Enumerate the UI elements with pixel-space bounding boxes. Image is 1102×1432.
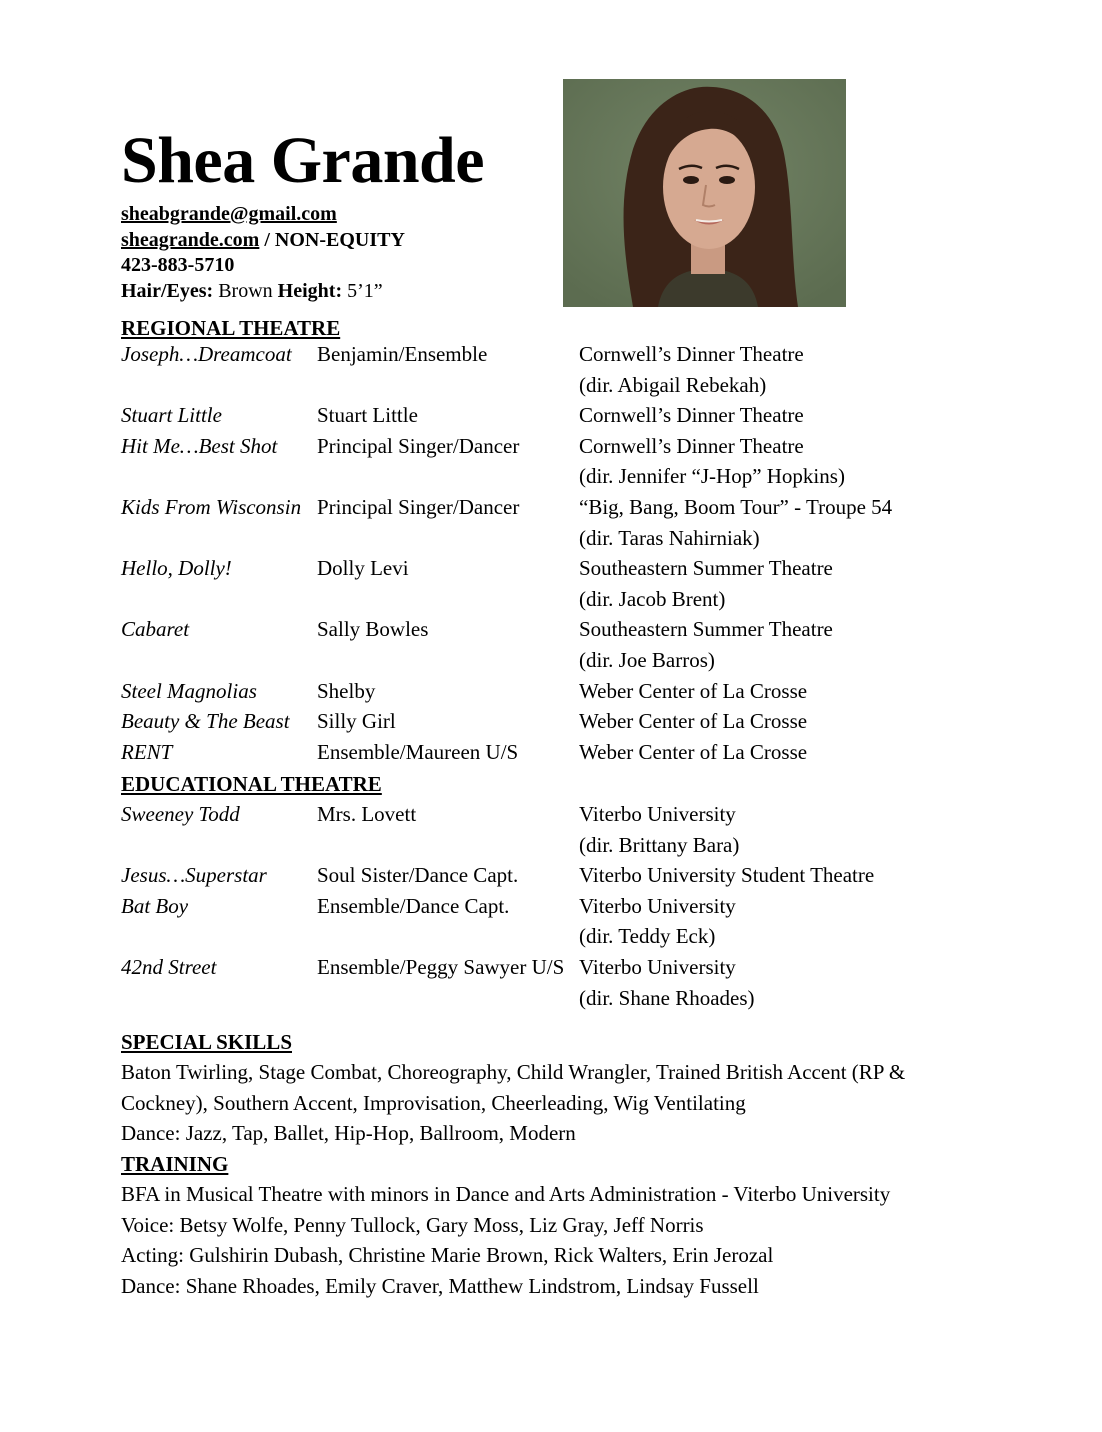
venue-cell bbox=[579, 860, 874, 891]
role-name: Principal Singer/Dancer bbox=[317, 433, 520, 458]
skills-line: Baton Twirling, Stage Combat, Choreography, Child Wrangler, Trained British Accent (RP & Cockney), Southern Accent, Improvisation, Cheerleading, Wig Ventilating bbox=[121, 1060, 906, 1115]
role-name: Mrs. Lovett bbox=[317, 802, 417, 826]
show-title: Bat Boy bbox=[121, 893, 189, 918]
venue-name: Weber Center of La Crosse bbox=[579, 709, 808, 734]
role-name: Ensemble/Dance Capt. bbox=[317, 893, 510, 918]
venue-name: Viterbo University bbox=[579, 802, 736, 826]
director-name: (dir. Jennifer “J-Hop” Hopkins) bbox=[579, 464, 845, 489]
show-title: Steel Magnolias bbox=[121, 678, 257, 703]
venue-name: Southeastern Summer Theatre bbox=[579, 617, 833, 642]
role-name: Ensemble/Maureen U/S bbox=[317, 739, 519, 764]
show-title: 42nd Street bbox=[121, 954, 217, 979]
show-title: Jesus…Superstar bbox=[121, 863, 267, 888]
regional-theatre-heading: REGIONAL THEATRE bbox=[121, 316, 341, 340]
training-line: Voice: Betsy Wolfe, Penny Tullock, Gary Moss, Liz Gray, Jeff Norris bbox=[121, 1212, 704, 1237]
venue-name: “Big, Bang, Boom Tour” - Troupe 54 bbox=[579, 494, 893, 519]
show-title: Joseph…Dreamcoat bbox=[121, 342, 292, 366]
email-link[interactable]: sheabgrande@gmail.com bbox=[121, 203, 337, 225]
contact-block bbox=[121, 202, 405, 304]
venue-cell bbox=[579, 431, 845, 492]
skills-dance-line: Dance: Jazz, Tap, Ballet, Hip-Hop, Ballroom, Modern bbox=[121, 1121, 576, 1146]
director-name: (dir. Jacob Brent) bbox=[579, 586, 726, 611]
show-title: Stuart Little bbox=[121, 403, 222, 428]
director-name: (dir. Joe Barros) bbox=[579, 647, 715, 672]
role-name: Silly Girl bbox=[317, 709, 396, 734]
director-name: (dir. Teddy Eck) bbox=[579, 924, 716, 949]
show-title: RENT bbox=[121, 739, 173, 764]
venue-name: Viterbo University bbox=[579, 893, 736, 918]
role-name: Sally Bowles bbox=[317, 617, 429, 642]
training-line: Acting: Gulshirin Dubash, Christine Marie Brown, Rick Walters, Erin Jerozal bbox=[121, 1243, 774, 1268]
show-title: Sweeney Todd bbox=[121, 802, 240, 826]
performer-name: Shea Grande bbox=[121, 124, 485, 197]
training-line: BFA in Musical Theatre with minors in Dance and Arts Administration - Viterbo University bbox=[121, 1182, 891, 1206]
venue-name: Southeastern Summer Theatre bbox=[579, 556, 833, 581]
union-status: / NON-EQUITY bbox=[259, 228, 405, 251]
height-value: 5’1” bbox=[342, 279, 383, 302]
role-name: Ensemble/Peggy Sawyer U/S bbox=[317, 954, 565, 979]
role-name: Shelby bbox=[317, 678, 376, 703]
role-name: Stuart Little bbox=[317, 403, 418, 428]
director-name: (dir. Shane Rhoades) bbox=[579, 985, 755, 1010]
website-link[interactable]: sheagrande.com bbox=[121, 228, 260, 251]
height-label: Height: bbox=[277, 279, 343, 302]
venue-cell bbox=[579, 706, 807, 737]
show-title: Hit Me…Best Shot bbox=[121, 433, 278, 458]
venue-name: Cornwell’s Dinner Theatre bbox=[579, 433, 804, 458]
educational-theatre-heading: EDUCATIONAL THEATRE bbox=[121, 772, 382, 796]
show-title: Beauty & The Beast bbox=[121, 709, 290, 734]
venue-cell bbox=[579, 676, 807, 707]
venue-cell bbox=[579, 799, 739, 860]
venue-name: Weber Center of La Crosse bbox=[579, 678, 808, 703]
show-title: Kids From Wisconsin bbox=[121, 494, 302, 519]
venue-name: Cornwell’s Dinner Theatre bbox=[579, 403, 804, 428]
training-heading: TRAINING bbox=[121, 1152, 229, 1176]
venue-name: Cornwell’s Dinner Theatre bbox=[579, 342, 804, 366]
hair-eyes-value: Brown bbox=[213, 279, 278, 302]
hair-eyes-label: Hair/Eyes: bbox=[121, 279, 214, 302]
venue-cell bbox=[579, 737, 807, 768]
director-name: (dir. Taras Nahirniak) bbox=[579, 525, 760, 550]
role-name: Principal Singer/Dancer bbox=[317, 494, 520, 519]
venue-name: Viterbo University Student Theatre bbox=[579, 863, 875, 888]
special-skills-heading: SPECIAL SKILLS bbox=[121, 1030, 292, 1054]
venue-cell bbox=[579, 553, 833, 614]
venue-name: Weber Center of La Crosse bbox=[579, 739, 808, 764]
headshot-photo bbox=[563, 79, 846, 307]
venue-cell bbox=[579, 339, 804, 400]
venue-cell bbox=[579, 492, 892, 553]
role-name: Soul Sister/Dance Capt. bbox=[317, 863, 519, 888]
role-name: Benjamin/Ensemble bbox=[317, 342, 488, 366]
venue-name: Viterbo University bbox=[579, 954, 736, 979]
venue-cell bbox=[579, 400, 804, 431]
venue-cell bbox=[579, 952, 755, 1013]
phone-number: 423-883-5710 bbox=[121, 254, 235, 276]
training-text bbox=[121, 1179, 951, 1301]
training-line: Dance: Shane Rhoades, Emily Craver, Matthew Lindstrom, Lindsay Fussell bbox=[121, 1273, 759, 1298]
special-skills-text bbox=[121, 1057, 951, 1149]
venue-cell bbox=[579, 891, 736, 952]
director-name: (dir. Abigail Rebekah) bbox=[579, 372, 767, 397]
show-title: Hello, Dolly! bbox=[121, 556, 232, 581]
show-title: Cabaret bbox=[121, 617, 190, 642]
director-name: (dir. Brittany Bara) bbox=[579, 832, 740, 857]
venue-cell bbox=[579, 614, 833, 675]
role-name: Dolly Levi bbox=[317, 556, 409, 581]
